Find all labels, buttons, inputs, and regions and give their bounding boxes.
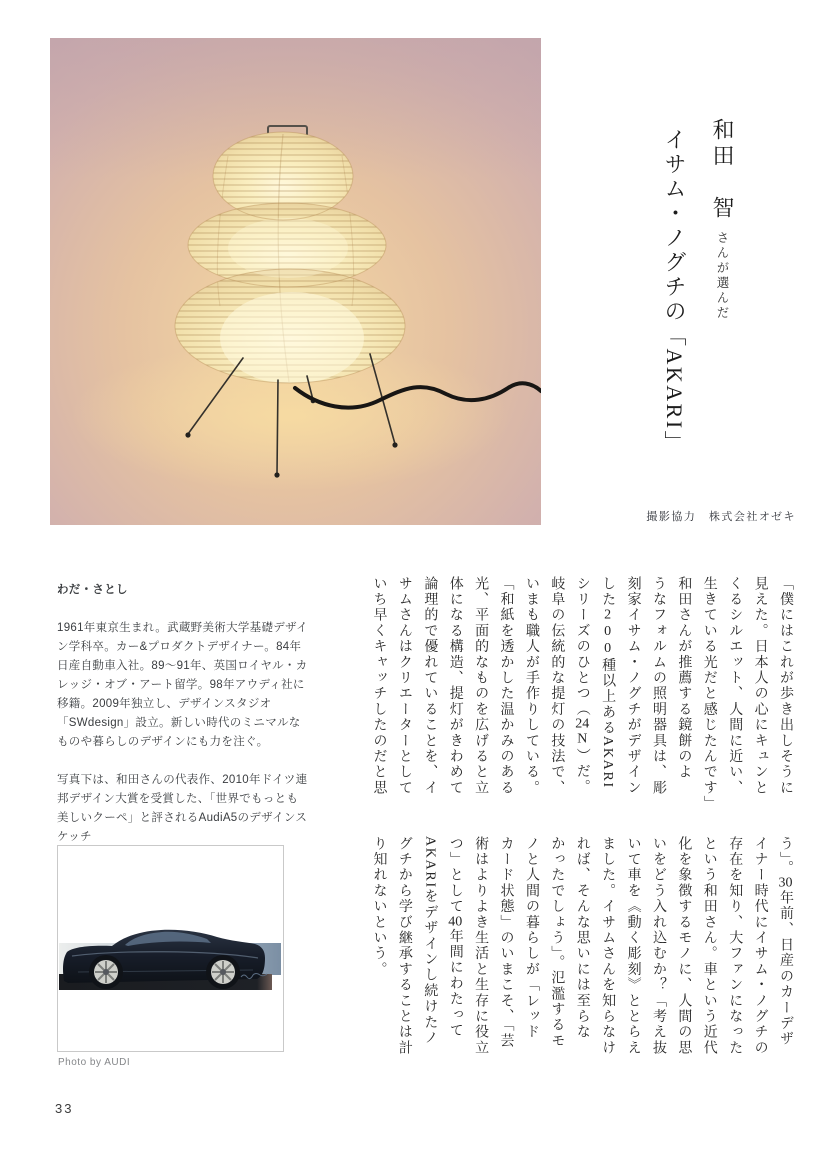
article-column: いまも職人が手作りしている。: [523, 576, 539, 796]
article-column: 刻家イサム・ノグチがデザイン: [625, 576, 641, 796]
article-column: いて車を《動く彫刻》ととらえ: [625, 836, 641, 1056]
audi-a5-sketch-illustration: [58, 846, 283, 1051]
article-column: グチから学び継承することは計: [396, 836, 412, 1056]
car-front-wheel: [89, 955, 123, 989]
article-column: ました。イサムさんを知らなけ: [600, 836, 616, 1056]
article-column: いをどう入れ込むか？「考え抜: [650, 836, 666, 1056]
article-column: 光、平面的なものを広げると立: [473, 576, 489, 796]
article-column: 和田さんが推薦する鏡餅のよ: [676, 576, 692, 781]
article-column: 体になる構造、提灯がきわめて: [447, 576, 463, 796]
designer-name: 和田 智: [710, 118, 735, 222]
bio-photo-caption: 写真下は、和田さんの代表作、2010年ドイツ連邦デザイン大賞を受賞した、「世界でもっとも美しいクーペ」と評されるAudiA5のデザインスケッチ: [57, 774, 308, 843]
article-column: いち早くキャッチしたのだと思: [371, 576, 387, 796]
article-column: 論理的で優れていることを、イ: [422, 576, 438, 796]
article-column: り知れないという。: [371, 836, 387, 978]
headline-selector-name: [704, 118, 740, 455]
article-column: 見えた。日本人の心にキュンと: [752, 576, 768, 796]
article-column: 存在を知り、大ファンになった: [727, 836, 743, 1056]
article-column: つ」として40年間にわたって: [447, 836, 463, 1039]
article-column: カード状態」のいまこそ、「芸: [498, 836, 514, 1049]
article-column: サムさんはクリエーターとして: [396, 576, 412, 796]
article-column: 化を象徴するモノに、人間の思: [676, 836, 692, 1056]
article-column: かったでしょう」。氾濫するモ: [549, 836, 565, 1049]
page-number: 33: [55, 1101, 74, 1116]
article-column: う」。30年前、日産のカーデザ: [778, 836, 793, 1048]
article-column: という和田さん。車という近代: [701, 836, 717, 1056]
audi-a5-sketch-photo: [57, 845, 284, 1052]
car-rear-wheel: [206, 955, 240, 989]
article-column: 「和紙を透かした温かみのある: [498, 576, 514, 796]
akari-lamp-illustration: [50, 38, 541, 525]
article-block-1: [366, 576, 798, 819]
article-column: れば、そんな思いには至らな: [574, 836, 590, 1041]
article-column: 生きている光だと感じたんです」: [701, 576, 717, 812]
headline: [656, 118, 740, 455]
article-column: AKARIをデザインし続けたノ: [422, 836, 438, 1046]
article-column: 岐阜の伝統的な提灯の技法で、: [549, 576, 565, 796]
bio-body: 1961年東京生まれ。武蔵野美術大学基礎デザイン学科卒。カー&プロダクトデザイナー。84年日産自動車入社。89〜91年、英国ロイヤル・カレッジ・オブ・アート留学。98年アウディ社に移籍。2009年独立し、デザインスタジオ「SWdesign」設立。新しい時代のミニマルなものや暮らしのデザインにも力を注ぐ。: [57, 622, 308, 748]
akari-lamp-photo: [50, 38, 541, 525]
article-column: シリーズのひとつ（24N）だ。: [574, 576, 590, 796]
designer-name-suffix: さんが選んだ: [715, 231, 729, 321]
article-column: イナー時代にイサム・ノグチの: [752, 836, 768, 1056]
car-photo-caption: Photo by AUDI: [58, 1057, 131, 1068]
article-column: 「僕にはこれが歩き出しそうに: [778, 576, 793, 796]
article-column: くるシルエット、人間に近い、: [727, 576, 743, 796]
article-block-2: [366, 836, 798, 1079]
headline-main: イサム・ノグチの「AKARI」: [662, 128, 687, 456]
bio-block: [57, 581, 310, 847]
photo-credit: 撮影協力 株式会社オゼキ: [646, 511, 796, 523]
article-column: うなフォルムの照明器具は、彫: [650, 576, 666, 796]
article-column: 術はよりよき生活と生存に役立: [473, 836, 489, 1056]
article-column: ノと人間の暮らしが「レッド: [523, 836, 539, 1041]
article-column: した200種以上あるAKARI: [600, 576, 616, 789]
bio-heading: わだ・さとし: [57, 584, 128, 596]
